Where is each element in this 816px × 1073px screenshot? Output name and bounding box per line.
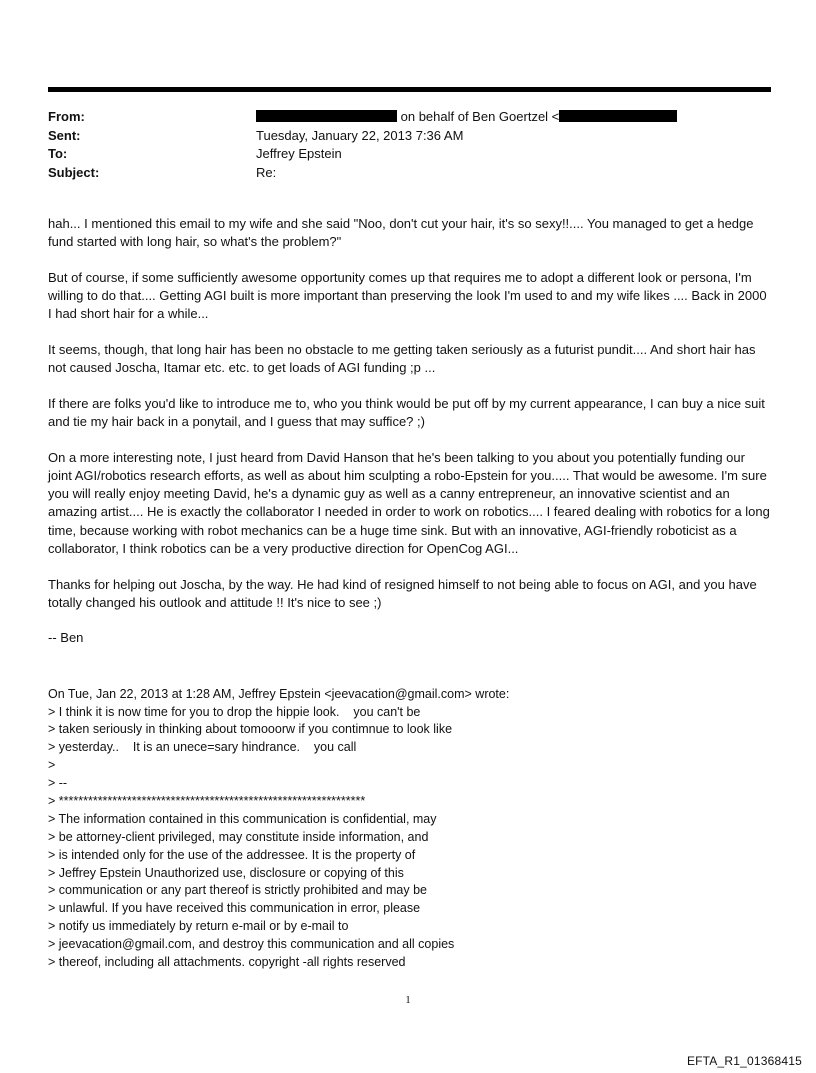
quoted-line: > notify us immediately by return e-mail or by e-mail to (48, 919, 349, 934)
quoted-line: > jeevacation@gmail.com, and destroy this communication and all copies (48, 937, 455, 952)
redaction-box (256, 110, 397, 122)
body-paragraph: It seems, though, that long hair has been no obstacle to me getting taken seriously as a futurist pundit.... And short hair has not caused Joscha, Itamar etc. etc. to get loads of AGI funding ;p ... (48, 342, 756, 376)
body-paragraph: Thanks for helping out Joscha, by the way. He had kind of resigned himself to not being able to focus on AGI, and you have totally changed his outlook and attitude !! It's nice to see ;) (48, 576, 757, 610)
subject-label: Subject: (48, 164, 100, 180)
from-text: on behalf of Ben Goertzel < (400, 109, 560, 124)
subject-value: Re: (256, 164, 277, 180)
bates-number: EFTA_R1_01368415 (686, 1054, 802, 1068)
redaction-box (559, 110, 677, 122)
quoted-line: > I think it is now time for you to drop the hippie look. you can't be (48, 704, 421, 719)
email-body (48, 215, 770, 972)
quoted-line: > unlawful. If you have received this communication in error, please (48, 901, 421, 916)
sent-row (48, 127, 771, 146)
quoted-line: > (48, 758, 56, 773)
quoted-line: > is intended only for the use of the addressee. It is the property of (48, 847, 416, 862)
body-paragraph: If there are folks you'd like to introduce me to, who you think would be put off by my current appearance, I can buy a nice suit and tie my hair back in a ponytail, and I guess that may suffice? ;) (48, 395, 765, 430)
quoted-line: > -- (48, 776, 68, 791)
to-label: To: (48, 146, 68, 161)
quoted-line: > communication or any part thereof is strictly prohibited and may be (48, 883, 428, 898)
sent-label: Sent: (48, 127, 81, 143)
quoted-line: > The information contained in this communication is confidential, may (48, 811, 437, 826)
signature: -- Ben (48, 630, 84, 646)
from-label: From: (48, 109, 85, 124)
header-divider (48, 87, 771, 92)
from-value (256, 108, 771, 127)
from-row (48, 108, 771, 127)
quoted-line: > yesterday.. It is an unece=sary hindrance. you call (48, 740, 357, 755)
quoted-line: On Tue, Jan 22, 2013 at 1:28 AM, Jeffrey Epstein <jeevacation@gmail.com> wrote: (48, 686, 510, 701)
to-value: Jeffrey Epstein (256, 146, 342, 161)
quoted-line: > be attorney-client privileged, may constitute inside information, and (48, 829, 429, 844)
quoted-line: > taken seriously in thinking about tomooorw if you contimnue to look like (48, 722, 453, 737)
body-paragraph: But of course, if some sufficiently awesome opportunity comes up that requires me to adopt a different look or persona, I'm willing to do that.... Getting AGI built is more important than preserving the look I'm used to and my wife likes .... Back in 2000 I had short hair for a while... (48, 269, 767, 322)
subject-row (48, 164, 771, 183)
body-paragraph: On a more interesting note, I just heard from David Hanson that he's been talking to you about you potentially funding our joint AGI/robotics research efforts, as well as about him sculpting a robo-Epstein for you..... That would be awesome. I'm sure you will really enjoy meeting David, he's a dynamic guy as well as a canny entrepreneur, an innovative scientist and an amazing artist.... He is exactly the collaborator I needed in order to work on robotics.... I feared dealing with robotics for a long time, because working with robot mechanics can be a huge time sink. But with an innovative, AGI-friendly roboticist as a collaborator, I think robotics can be a very productive direction for OpenCog AGI... (48, 449, 770, 556)
quoted-line: > *************************************************************** (48, 794, 366, 808)
page-number: 1 (405, 994, 411, 1006)
email-header (48, 108, 771, 182)
body-paragraph: hah... I mentioned this email to my wife and she said "Noo, don't cut your hair, it's so sexy!!.... You managed to get a hedge fund started with long hair, so what's the problem?" (48, 216, 754, 250)
quoted-message (48, 686, 770, 972)
quoted-line: > Jeffrey Epstein Unauthorized use, disclosure or copying of this (48, 865, 404, 880)
sent-value: Tuesday, January 22, 2013 7:36 AM (256, 127, 464, 143)
quoted-line: > thereof, including all attachments. copyright -all rights reserved (48, 955, 406, 970)
to-row (48, 145, 771, 164)
